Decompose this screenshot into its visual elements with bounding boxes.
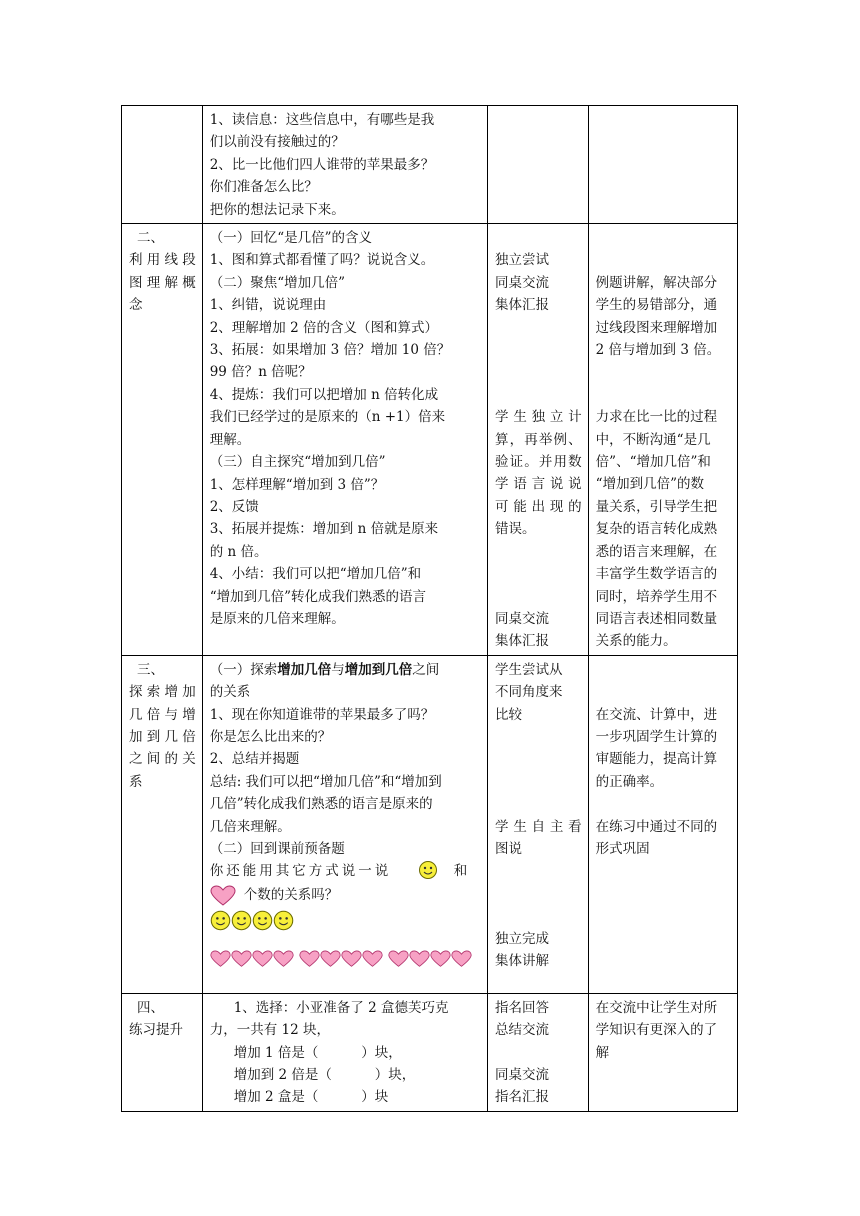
- text-line: 中，不断沟通“是几: [595, 431, 711, 448]
- text-line: 悉的语言来理解，在: [595, 543, 718, 560]
- stage-cell: [122, 106, 203, 224]
- stage-cell: [122, 993, 203, 1111]
- text-line: 99 倍？n 倍呢？: [209, 364, 312, 381]
- heart-cluster: [388, 950, 472, 966]
- heart-icon: [231, 950, 252, 968]
- text-line: 4、小结：我们可以把“增加几倍”和: [209, 566, 422, 583]
- text-line: 理解。: [209, 431, 251, 448]
- heart-icon: [430, 950, 451, 968]
- stage-cell: [122, 655, 203, 993]
- text-line: （一）回忆“是几倍”的含义: [209, 230, 373, 247]
- text-line: 力，一共有 12 块，: [209, 1022, 330, 1039]
- text-line: 力求在比一比的过程: [595, 409, 718, 426]
- text-line: 同时，培养学生用不: [595, 588, 718, 605]
- stage-line: 之间的关: [129, 751, 196, 768]
- table-row: [122, 655, 738, 993]
- text-line: 1、纠错，说说理由: [209, 297, 327, 314]
- student-activity-cell: [488, 655, 589, 993]
- smiley-icon: [231, 910, 252, 931]
- heart-group: [210, 935, 481, 973]
- text-line: 总结: 我们可以把“增加几倍”和“增加到: [209, 773, 442, 790]
- stage-line: 系: [129, 773, 143, 790]
- heart-icon: [299, 950, 320, 968]
- design-intent-cell: [588, 224, 737, 656]
- text-line: 集体汇报: [495, 297, 550, 314]
- text-line: 学生独立计: [495, 409, 582, 426]
- heart-icon: [320, 950, 341, 968]
- smiley-icon: [418, 860, 438, 880]
- text-line: 在交流、计算中，进: [595, 706, 718, 723]
- text-line: 我们已经学过的是原来的（n +1）倍来: [209, 409, 446, 426]
- stage-line: 几倍与增: [129, 706, 196, 723]
- text-line: 学生尝试从: [495, 661, 563, 678]
- text-line: 2 倍与增加到 3 倍。: [595, 342, 721, 359]
- text-line: 错误。: [495, 521, 536, 538]
- text-line: 1、读信息：这些信息中，有哪些是我: [209, 112, 435, 128]
- stage-line: 利用线段: [129, 252, 196, 269]
- stage-line: 四、: [137, 999, 164, 1016]
- heart-icon: [210, 950, 231, 968]
- text-line: 一步巩固学生计算的: [595, 728, 718, 745]
- text-line: 2、比一比他们四人谁带的苹果最多？: [209, 156, 435, 173]
- design-intent-cell: [588, 106, 737, 224]
- text-line: 2、反馈: [209, 498, 259, 515]
- text-line: 的关系: [209, 684, 251, 701]
- smiley-group: [210, 908, 481, 935]
- heart-icon: [210, 885, 236, 907]
- stage-line: 图理解概: [129, 274, 196, 291]
- text-line: 在练习中通过不同的: [595, 818, 718, 835]
- text-line: 解: [595, 1044, 610, 1061]
- text-line: 验证。并用数: [495, 454, 582, 471]
- text-line: 算，再举例、: [495, 431, 582, 448]
- heart-icon: [252, 950, 273, 968]
- icon-question-line-2: 个数的关系吗？: [210, 884, 481, 908]
- text-line: 学语言说说: [495, 476, 582, 493]
- text-line: 同桌交流: [495, 610, 550, 627]
- text-line: 过线段图来理解增加: [595, 319, 718, 336]
- smiley-icon: [252, 910, 273, 931]
- content-cell: [202, 655, 487, 993]
- lesson-plan-table: [121, 105, 738, 1112]
- design-intent-cell: [588, 655, 737, 993]
- text-line: 复杂的语言转化成熟: [595, 521, 718, 538]
- text-line: 集体汇报: [495, 633, 550, 650]
- text-line: 倍”、“增加几倍”和: [595, 454, 711, 471]
- heart-icon: [273, 950, 294, 968]
- heart-icon: [388, 950, 409, 968]
- text-line: 在交流中让学生对所: [595, 999, 718, 1016]
- text-line: “增加到几倍”的数: [595, 476, 704, 493]
- text-line: 可能出现的: [495, 498, 582, 515]
- text-line: 学知识有更深入的了: [595, 1022, 718, 1039]
- text-line: 2、理解增加 2 倍的含义（图和算式）: [209, 319, 438, 336]
- student-activity-cell: [488, 224, 589, 656]
- text-line: 你们准备怎么比？: [209, 179, 318, 196]
- text-line: （二）回到课前预备题: [209, 840, 345, 857]
- text-line: 关系的能力。: [595, 633, 677, 650]
- text-line: 指名回答: [495, 999, 550, 1016]
- text-line: 学生的易错部分，通: [595, 297, 718, 314]
- text-line: 独立尝试: [495, 252, 550, 269]
- heart-cluster: [299, 950, 383, 966]
- content-cell: [202, 106, 487, 224]
- text-line: 几倍”转化成我们熟悉的语言是原来的: [209, 796, 433, 813]
- text-line: （二）聚焦“增加几倍”: [209, 274, 346, 291]
- text-line: 1、选择：小亚准备了 2 盒德芙巧克: [233, 999, 449, 1016]
- student-activity-cell: [488, 106, 589, 224]
- text-line: 比较: [495, 706, 523, 723]
- smiley-icon: [210, 910, 231, 931]
- text-line: 1、图和算式都看懂了吗？说说含义。: [209, 252, 435, 269]
- text-line: 总结交流: [495, 1022, 550, 1039]
- text-line: 2、总结并揭题: [209, 751, 300, 768]
- text-line: 同桌交流: [495, 1066, 550, 1083]
- stage-line: 加到几倍: [129, 728, 196, 745]
- table-row: [122, 224, 738, 656]
- heart-icon: [341, 950, 362, 968]
- text-line: 的 n 倍。: [209, 543, 268, 560]
- text-line: 图说: [495, 840, 523, 857]
- text-line: 几倍来理解。: [209, 818, 291, 835]
- heart-icon: [451, 950, 472, 968]
- text-line: 同桌交流: [495, 274, 550, 291]
- text-line: 1、怎样理解“增加到 3 倍”？: [209, 476, 385, 493]
- student-activity-cell: [488, 993, 589, 1111]
- text-line: 是原来的几倍来理解。: [209, 610, 345, 627]
- content-cell: [202, 224, 487, 656]
- table-row: [122, 993, 738, 1111]
- text-line: 量关系，引导学生把: [595, 498, 718, 515]
- text-line: 你是怎么比出来的？: [209, 728, 332, 745]
- text-line: 增加 1 倍是（ ）块，: [233, 1044, 402, 1061]
- design-intent-cell: [588, 993, 737, 1111]
- text-line: 的正确率。: [595, 773, 664, 790]
- text-line: 3、拓展：如果增加 3 倍？增加 10 倍？: [209, 342, 451, 359]
- stage-line: 二、: [137, 230, 164, 247]
- icon-question-line: 你还能用其它方式说一说 和: [210, 860, 481, 884]
- text-line: 把你的想法记录下来。: [209, 201, 345, 218]
- text-line: 增加到 2 倍是（ ）块，: [233, 1066, 416, 1083]
- heart-icon: [409, 950, 430, 968]
- text-line: 指名汇报: [495, 1089, 550, 1106]
- text-line: 增加 2 盒是（ ）块: [233, 1089, 389, 1106]
- text-line: 丰富学生数学语言的: [595, 566, 718, 583]
- content-title-line: （一）探索增加几倍与增加到几倍之间: [209, 661, 440, 678]
- table-row: [122, 106, 738, 224]
- stage-line: 三、: [137, 661, 164, 678]
- text-line: 例题讲解，解决部分: [595, 274, 718, 291]
- text-line: 不同角度来: [495, 684, 563, 701]
- stage-line: 探索增加: [129, 684, 196, 701]
- stage-cell: [122, 224, 203, 656]
- text-line: 形式巩固: [595, 840, 650, 857]
- text-line: 同语言表述相同数量: [595, 610, 718, 627]
- text-line: 4、提炼：我们可以把增加 n 倍转化成: [209, 386, 439, 403]
- heart-icon: [362, 950, 383, 968]
- text-line: “增加到几倍”转化成我们熟悉的语言: [209, 588, 427, 605]
- text-line: 审题能力，提高计算: [595, 751, 718, 768]
- stage-line: 练习提升: [129, 1022, 183, 1039]
- heart-cluster: [210, 950, 294, 966]
- text-line: （三）自主探究“增加到几倍”: [209, 454, 386, 471]
- text-line: 集体讲解: [495, 952, 550, 969]
- content-cell: [202, 993, 487, 1111]
- stage-line: 念: [129, 297, 143, 314]
- text-line: 们以前没有接触过的？: [209, 134, 345, 151]
- text-line: 学生自主看: [495, 818, 582, 835]
- text-line: 3、拓展并提炼：增加到 n 倍就是原来: [209, 521, 439, 538]
- smiley-icon: [273, 910, 294, 931]
- text-line: 独立完成: [495, 930, 550, 947]
- text-line: 1、现在你知道谁带的苹果最多了吗？: [209, 706, 435, 723]
